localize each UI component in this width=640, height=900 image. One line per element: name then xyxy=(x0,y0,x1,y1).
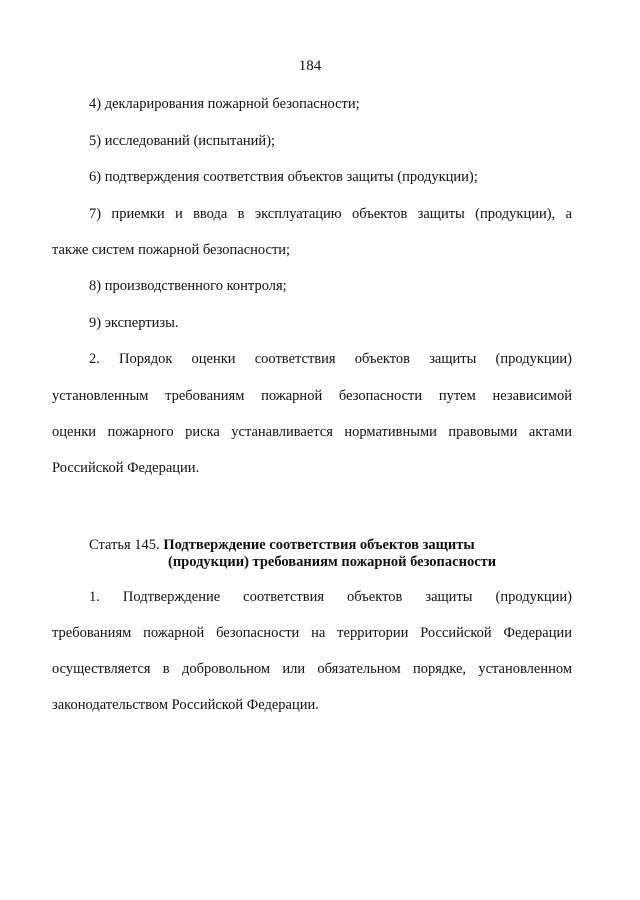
article-title-line-2: (продукции) требованиям пожарной безопасности xyxy=(168,554,497,570)
paragraph-2-line-3: оценки пожарного риска устанавливается нормативными правовыми актами xyxy=(52,424,572,440)
article-title-line-1: Подтверждение соответствия объектов защиты xyxy=(163,537,475,553)
list-item-5: 5) исследований (испытаний); xyxy=(89,133,276,149)
article-paragraph-1-line-4: законодательством Российской Федерации. xyxy=(52,697,319,713)
paragraph-2-line-1: 2. Порядок оценки соответствия объектов защиты (продукции) xyxy=(89,351,572,367)
paragraph-2-line-2: установленным требованиям пожарной безопасности путем независимой xyxy=(52,388,572,404)
page-number: 184 xyxy=(298,58,322,74)
list-item-4: 4) декларирования пожарной безопасности; xyxy=(89,96,360,112)
list-item-9: 9) экспертизы. xyxy=(89,315,179,331)
article-paragraph-1-line-2: требованиям пожарной безопасности на территории Российской Федерации xyxy=(52,625,572,641)
list-item-8: 8) производственного контроля; xyxy=(89,278,287,294)
article-paragraph-1-line-3: осуществляется в добровольном или обязательном порядке, установленном xyxy=(52,661,572,677)
list-item-6: 6) подтверждения соответствия объектов защиты (продукции); xyxy=(89,169,478,185)
article-number: Статья 145. xyxy=(89,537,160,553)
article-heading xyxy=(89,536,475,554)
article-paragraph-1-line-1: 1. Подтверждение соответствия объектов защиты (продукции) xyxy=(89,589,572,605)
list-item-7-line-1: 7) приемки и ввода в эксплуатацию объектов защиты (продукции), а xyxy=(89,206,572,222)
list-item-7-line-2: также систем пожарной безопасности; xyxy=(52,242,291,258)
paragraph-2-line-4: Российской Федерации. xyxy=(52,460,200,476)
